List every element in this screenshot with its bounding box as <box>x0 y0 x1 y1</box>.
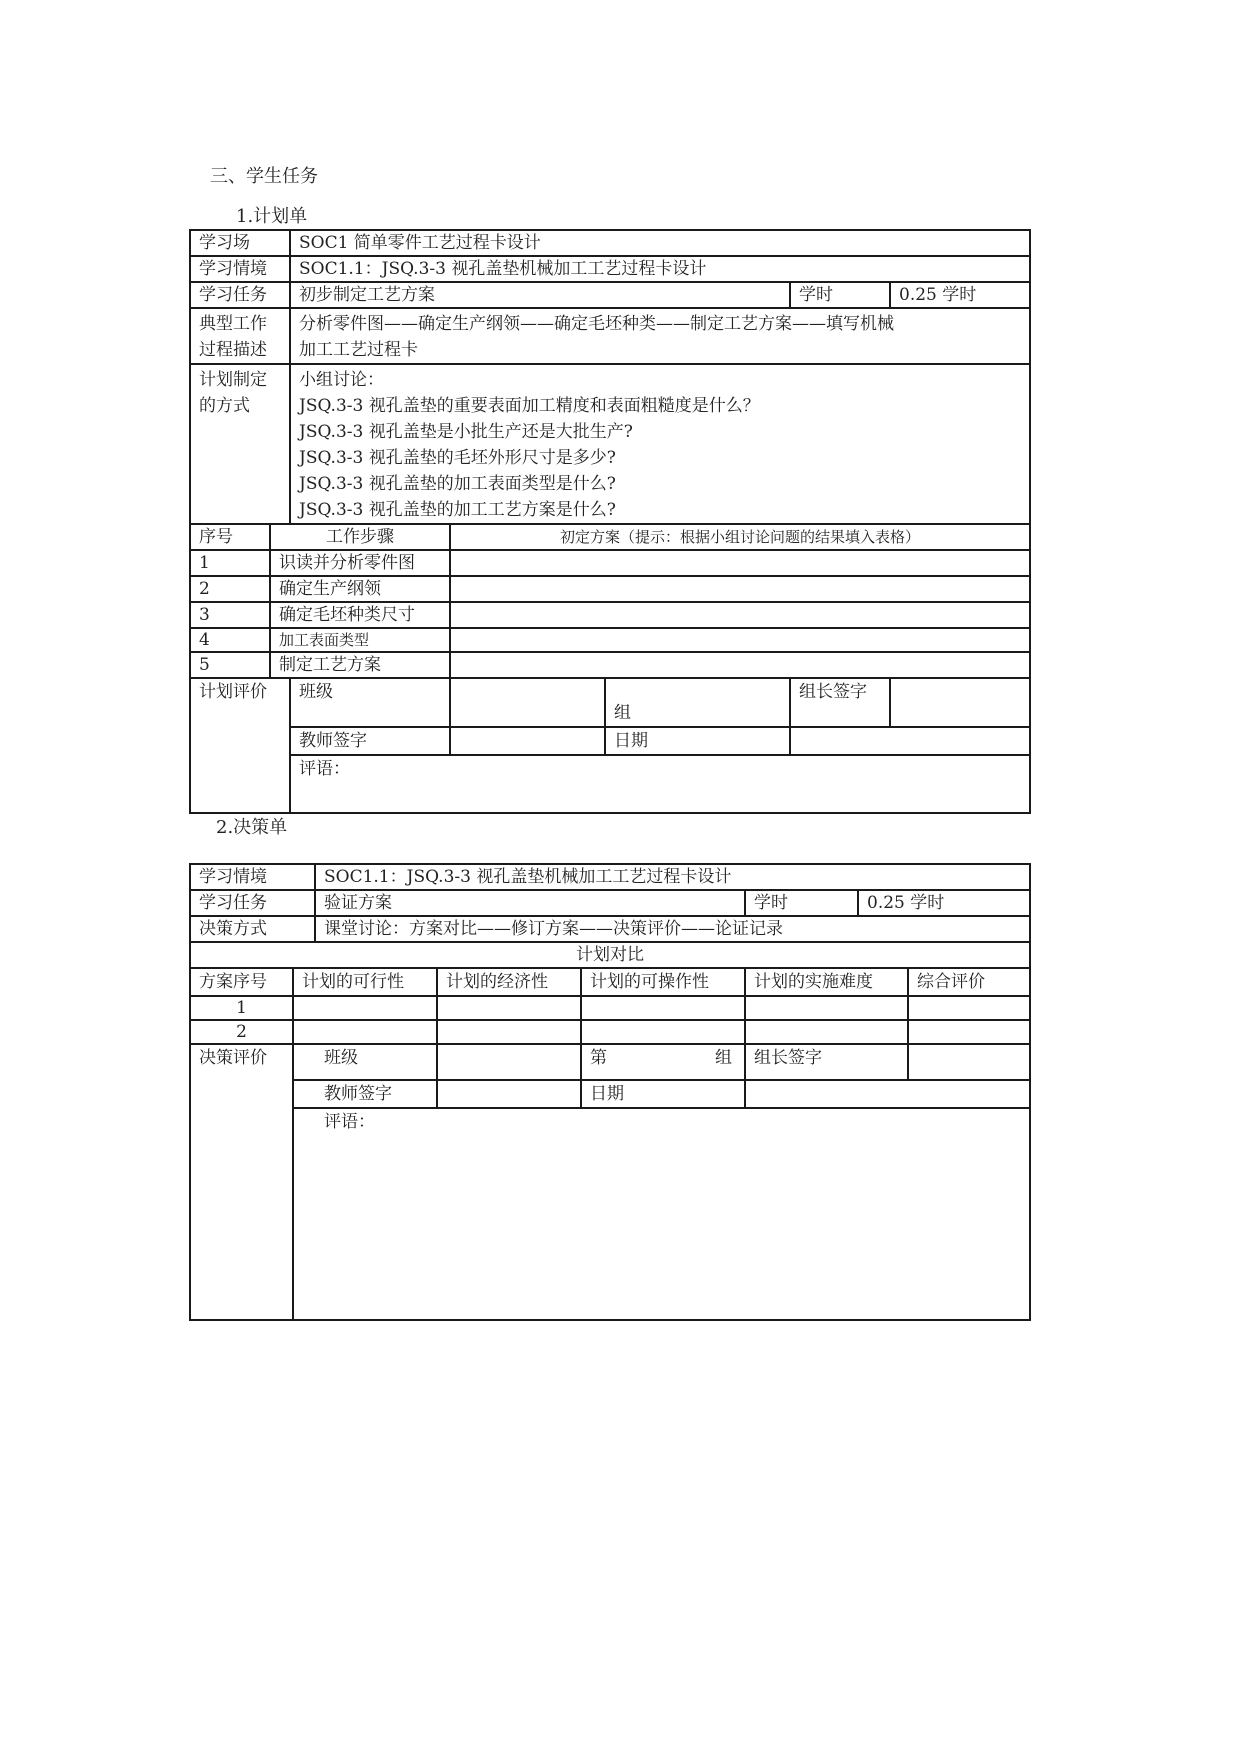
field-value: SOC1 简单零件工艺过程卡设计 <box>290 230 1030 256</box>
hours-value: 0.25 学时 <box>890 282 1030 308</box>
class-label: 班级 <box>293 1044 437 1080</box>
class-input[interactable] <box>450 678 605 727</box>
operability-cell[interactable] <box>581 1020 745 1044</box>
decision-heading: 2.决策单 <box>216 817 288 838</box>
situation-value: SOC1.1：JSQ.3-3 视孔盖垫机械加工工艺过程卡设计 <box>290 256 1030 282</box>
situation-label: 学习情境 <box>190 256 290 282</box>
compare-row <box>190 996 1030 1020</box>
col-economy: 计划的经济性 <box>437 968 581 996</box>
step-row <box>190 628 1030 652</box>
comment-area[interactable] <box>293 1108 1030 1320</box>
section-heading: 三、学生任务 <box>210 166 318 187</box>
leader-sign-input[interactable] <box>890 678 1030 727</box>
plan-no: 1 <box>190 996 293 1020</box>
method-content <box>290 364 1030 524</box>
difficulty-cell[interactable] <box>745 996 908 1020</box>
plan-heading: 1.计划单 <box>236 206 308 227</box>
operability-cell[interactable] <box>581 996 745 1020</box>
method-line: 小组讨论： <box>299 370 384 390</box>
step-plan-cell[interactable] <box>450 576 1030 602</box>
step-row <box>190 576 1030 602</box>
col-plan-header: 初定方案（提示：根据小组讨论问题的结果填入表格） <box>450 524 1030 550</box>
step-row <box>190 652 1030 678</box>
class-label: 班级 <box>290 678 450 727</box>
method-label-line-2: 的方式 <box>199 396 250 416</box>
decision-table <box>189 863 1031 1321</box>
economy-cell[interactable] <box>437 1020 581 1044</box>
method-question: JSQ.3-3 视孔盖垫的加工表面类型是什么? <box>299 474 616 494</box>
group-suffix: 组 <box>715 1048 732 1068</box>
method-label <box>190 364 290 524</box>
economy-cell[interactable] <box>437 996 581 1020</box>
teacher-sign-label: 教师签字 <box>293 1080 437 1108</box>
leader-sign-label: 组长签字 <box>790 678 890 727</box>
task-label: 学习任务 <box>190 890 315 916</box>
step-no: 5 <box>190 652 270 678</box>
overall-cell[interactable] <box>908 996 1030 1020</box>
step-no: 3 <box>190 602 270 628</box>
group-cell[interactable] <box>581 1044 745 1080</box>
class-input[interactable] <box>437 1044 581 1080</box>
step-no: 4 <box>190 628 270 652</box>
step-row <box>190 602 1030 628</box>
col-feasibility: 计划的可行性 <box>293 968 437 996</box>
method-label-line-1: 计划制定 <box>199 370 267 390</box>
teacher-sign-label: 教师签字 <box>290 727 450 755</box>
typical-line-1: 分析零件图——确定生产纲领——确定毛坯种类——制定工艺方案——填写机械 <box>299 314 894 334</box>
step-plan-cell[interactable] <box>450 628 1030 652</box>
col-plan-no: 方案序号 <box>190 968 293 996</box>
leader-sign-input[interactable] <box>908 1044 1030 1080</box>
plan-table <box>189 229 1031 814</box>
method-question: JSQ.3-3 视孔盖垫的毛坯外形尺寸是多少? <box>299 448 616 468</box>
date-input[interactable] <box>745 1080 1030 1108</box>
plan-no: 2 <box>190 1020 293 1044</box>
leader-sign-label: 组长签字 <box>745 1044 908 1080</box>
comment-label: 评语： <box>324 1112 375 1132</box>
comment-label: 评语： <box>299 759 350 779</box>
decision-eval-label: 决策评价 <box>190 1044 293 1320</box>
method-value: 课堂讨论：方案对比——修订方案——决策评价——论证记录 <box>315 916 1030 942</box>
task-label: 学习任务 <box>190 282 290 308</box>
col-operability: 计划的可操作性 <box>581 968 745 996</box>
step-name: 识读并分析零件图 <box>270 550 450 576</box>
col-difficulty: 计划的实施难度 <box>745 968 908 996</box>
typical-process-label <box>190 308 290 364</box>
col-no-header: 序号 <box>190 524 270 550</box>
method-label: 决策方式 <box>190 916 315 942</box>
date-label: 日期 <box>581 1080 745 1108</box>
step-name: 确定毛坯种类尺寸 <box>270 602 450 628</box>
step-row <box>190 550 1030 576</box>
compare-title: 计划对比 <box>190 942 1030 968</box>
comment-area[interactable] <box>290 755 1030 813</box>
task-value: 初步制定工艺方案 <box>290 282 790 308</box>
step-name: 确定生产纲领 <box>270 576 450 602</box>
task-value: 验证方案 <box>315 890 745 916</box>
feasibility-cell[interactable] <box>293 1020 437 1044</box>
typical-label-line-2: 过程描述 <box>199 340 267 360</box>
step-plan-cell[interactable] <box>450 602 1030 628</box>
hours-label: 学时 <box>745 890 858 916</box>
situation-label: 学习情境 <box>190 864 315 890</box>
hours-value: 0.25 学时 <box>858 890 1030 916</box>
group-label: 组 <box>605 678 790 727</box>
typical-label-line-1: 典型工作 <box>199 314 267 334</box>
field-label: 学习场 <box>190 230 290 256</box>
hours-label: 学时 <box>790 282 890 308</box>
date-input[interactable] <box>790 727 1030 755</box>
step-no: 2 <box>190 576 270 602</box>
date-label: 日期 <box>605 727 790 755</box>
plan-eval-label: 计划评价 <box>190 678 290 813</box>
teacher-sign-input[interactable] <box>450 727 605 755</box>
teacher-sign-input[interactable] <box>437 1080 581 1108</box>
method-question: JSQ.3-3 视孔盖垫的重要表面加工精度和表面粗糙度是什么？ <box>299 396 760 416</box>
difficulty-cell[interactable] <box>745 1020 908 1044</box>
col-overall: 综合评价 <box>908 968 1030 996</box>
step-plan-cell[interactable] <box>450 550 1030 576</box>
compare-row <box>190 1020 1030 1044</box>
method-question: JSQ.3-3 视孔盖垫的加工工艺方案是什么? <box>299 500 616 520</box>
overall-cell[interactable] <box>908 1020 1030 1044</box>
step-plan-cell[interactable] <box>450 652 1030 678</box>
step-no: 1 <box>190 550 270 576</box>
method-question: JSQ.3-3 视孔盖垫是小批生产还是大批生产? <box>299 422 633 442</box>
situation-value: SOC1.1：JSQ.3-3 视孔盖垫机械加工工艺过程卡设计 <box>315 864 1030 890</box>
group-prefix: 第 <box>590 1048 607 1068</box>
typical-process-value <box>290 308 1030 364</box>
step-name: 加工表面类型 <box>270 628 450 652</box>
typical-line-2: 加工工艺过程卡 <box>299 340 418 360</box>
feasibility-cell[interactable] <box>293 996 437 1020</box>
col-step-header: 工作步骤 <box>270 524 450 550</box>
step-name: 制定工艺方案 <box>270 652 450 678</box>
